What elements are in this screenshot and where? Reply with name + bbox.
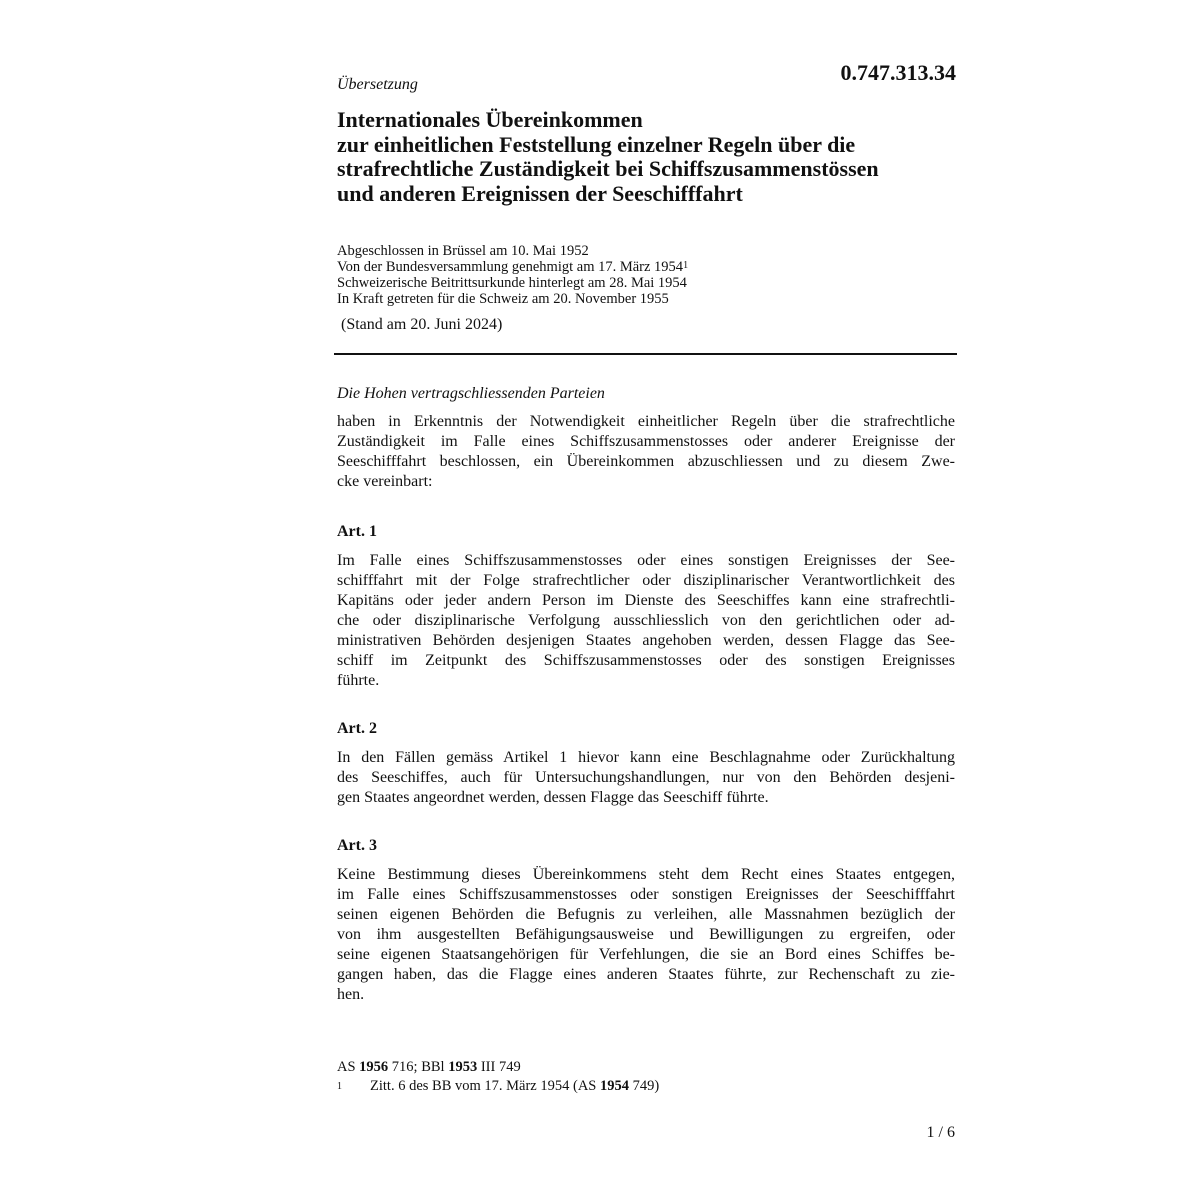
text-line: schifffahrt mit der Folge strafrechtlicher oder disziplinarischer Verantwortlichkeit des [337, 572, 955, 589]
title-line: Internationales Übereinkommen [337, 107, 643, 132]
text-line: gen Staates angeordnet werden, dessen Flagge das Seeschiff führte. [337, 789, 769, 806]
footnotes [337, 1058, 957, 1096]
source-prefix: AS [337, 1059, 360, 1075]
approval-line [337, 259, 957, 275]
text-line: hen. [337, 986, 365, 1003]
status-date: (Stand am 20. Juni 2024) [341, 316, 503, 333]
text-line: führte. [337, 672, 380, 689]
text-line: Zuständigkeit im Falle eines Schiffszusammenstosses oder anderer Ereignisse der [337, 433, 955, 450]
article-3-text [337, 865, 955, 1005]
article-3-heading: Art. 3 [337, 837, 377, 854]
text-line: ministrativen Behörden desjenigen Staates angehoben werden, dessen Flagge das See- [337, 632, 955, 649]
translation-label: Übersetzung [337, 76, 418, 93]
page-number: 1 / 6 [926, 1124, 955, 1141]
text-line: gangen haben, das die Flagge eines anderen Staates führte, zur Rechenschaft zu zie- [337, 966, 955, 983]
footnote-text: 749) [628, 1078, 660, 1094]
source-mid: 716; BBl [388, 1059, 449, 1075]
text-line: Seeschifffahrt beschlossen, ein Übereinkommen abzuschliessen und zu diesem Zwe- [337, 453, 955, 470]
text-line: haben in Erkenntnis der Notwendigkeit einheitlicher Regeln über die strafrechtliche [337, 413, 955, 430]
source-suffix: III 749 [477, 1059, 521, 1075]
approval-date: Von der Bundesversammlung genehmigt am 17. März 1954 [337, 259, 684, 275]
article-1-heading: Art. 1 [337, 523, 377, 540]
header-divider [334, 353, 957, 355]
text-line: schiff im Zeitpunkt des Schiffszusammenstosses oder des sonstigen Ereignisses [337, 652, 955, 669]
text-line: Kapitäns oder jeder andern Person im Dienste des Seeschiffes kann eine strafrechtli- [337, 592, 955, 609]
text-line: In den Fällen gemäss Artikel 1 hievor kann eine Beschlagnahme oder Zurückhaltung [337, 749, 955, 766]
source-year: 1956 [359, 1059, 389, 1075]
text-line: Keine Bestimmung dieses Übereinkommens steht dem Recht eines Staates entgegen, [337, 866, 955, 883]
footnote-ref-1[interactable]: 1 [683, 260, 689, 271]
text-line: des Seeschiffes, auch für Untersuchungshandlungen, nur von den Behörden desjeni- [337, 769, 955, 786]
entry-into-force-date: In Kraft getreten für die Schweiz am 20. November 1955 [337, 291, 669, 307]
article-2-text [337, 748, 955, 808]
text-line: von ihm ausgestellten Befähigungsausweise und Bewilligungen zu ergreifen, oder [337, 926, 955, 943]
preamble-text [337, 412, 955, 492]
text-line: seine eigenen Staatsangehörigen für Verfehlungen, die sie an Bord eines Schiffes be- [337, 946, 955, 963]
preamble-heading: Die Hohen vertragschliessenden Parteien [337, 385, 605, 402]
article-1-text [337, 551, 955, 691]
treaty-metadata [337, 243, 957, 307]
title-line: und anderen Ereignissen der Seeschifffahrt [337, 180, 743, 206]
source-reference [337, 1058, 957, 1077]
footnote-number: 1 [337, 1081, 342, 1092]
concluded-date: Abgeschlossen in Brüssel am 10. Mai 1952 [337, 243, 589, 259]
text-line: cke vereinbart: [337, 473, 433, 490]
accession-date: Schweizerische Beitrittsurkunde hinterlegt am 28. Mai 1954 [337, 275, 687, 291]
title-line: zur einheitlichen Feststellung einzelner Regeln über die [337, 131, 856, 157]
footnote-year: 1954 [599, 1078, 629, 1094]
text-line: seinen eigenen Behörden die Befugnis zu verleihen, alle Massnahmen bezüglich der [337, 906, 955, 923]
sr-number: 0.747.313.34 [840, 60, 956, 85]
footnote-1 [337, 1077, 957, 1096]
source-year: 1953 [448, 1059, 478, 1075]
title-line: strafrechtliche Zuständigkeit bei Schiffszusammenstössen [337, 156, 879, 181]
footnote-text: Zitt. 6 des BB vom 17. März 1954 (AS [370, 1078, 600, 1094]
text-line: Im Falle eines Schiffszusammenstosses oder eines sonstigen Ereignisses der See- [337, 552, 955, 569]
text-line: im Falle eines Schiffszusammenstosses oder sonstigen Ereignisses der Seeschifffahrt [337, 886, 955, 903]
text-line: che oder disziplinarische Verfolgung ausschliesslich von den gerichtlichen oder ad- [337, 612, 955, 629]
document-title [337, 108, 977, 206]
article-2-heading: Art. 2 [337, 720, 377, 737]
